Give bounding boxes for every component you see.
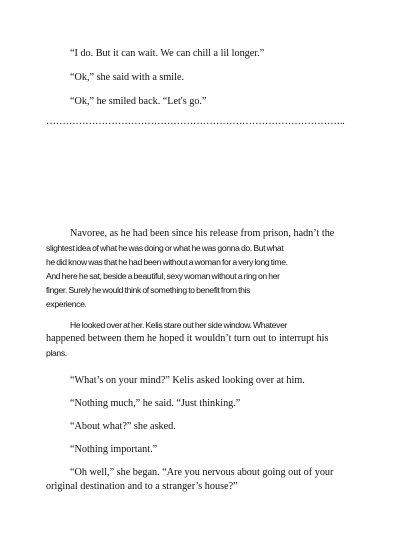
dialogue-line: “Nothing important.” (70, 444, 158, 455)
final-paragraph (46, 466, 386, 494)
text-line: experience. (46, 299, 87, 309)
text-line: “Oh well,” she began. “Are you nervous about going out of your (70, 467, 334, 478)
scene-break: ……………………………………………………………………………….. (46, 116, 345, 127)
dialogue-line: “I do. But it can wait. We can chill a lil longer.” (70, 48, 265, 59)
text-line: plans. (46, 348, 67, 358)
paragraph-kelis (46, 318, 386, 360)
text-line: original destination and to a stranger’s house?” (46, 481, 238, 492)
text-line: And here he sat, beside a beautiful, sexy woman without a ring on her (46, 271, 280, 281)
text-line: Navoree, as he had been since his release from prison, hadn’t the (70, 228, 335, 239)
text-line: he did know was that he had been without a woman for a very long time. (46, 257, 288, 267)
text-line: happened between them he hoped it wouldn’t turn out to interrupt his (46, 333, 329, 344)
text-line: finger. Surely he would think of something to benefit from this (46, 285, 251, 295)
text-line: He looked over at her. Kelis stare out her side window. Whatever (70, 320, 288, 330)
dialogue-line: “Ok,” he smiled back. “Let's go.” (70, 96, 207, 107)
dialogue-line: “What’s on your mind?” Kelis asked looking over at him. (70, 375, 305, 386)
dialogue-line: “Ok,” she said with a smile. (70, 72, 185, 83)
dialogue-line: “Nothing much,” he said. “Just thinking.” (70, 398, 241, 409)
text-line: slightest idea of what he was doing or what he was gonna do. But what (46, 243, 284, 253)
dialogue-line: “About what?” she asked. (70, 421, 176, 432)
paragraph-navoree (46, 227, 386, 311)
